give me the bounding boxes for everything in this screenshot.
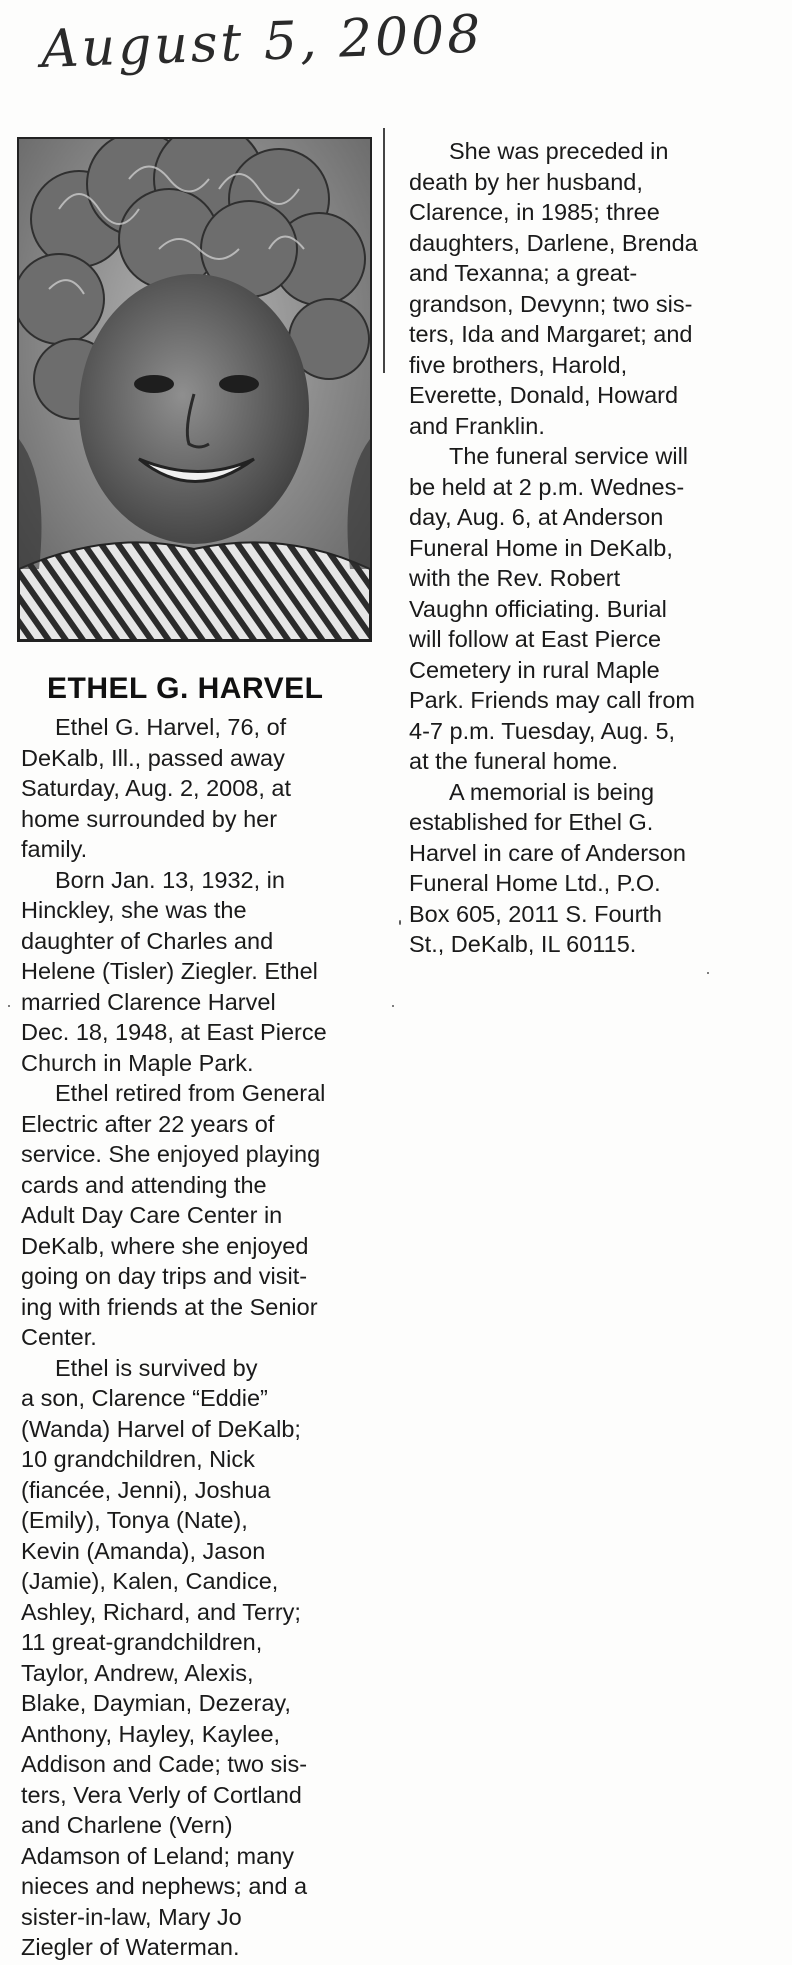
text-line: Electric after 22 years of [21,1110,275,1137]
text-line: and Texanna; a great- [409,260,638,286]
text-line: Born Jan. 13, 1932, in [55,866,285,893]
text-line: 4-7 p.m. Tuesday, Aug. 5, [409,717,676,744]
text-line: Harvel in care of Anderson [409,839,686,866]
obituary-headline: ETHEL G. HARVEL [47,672,324,705]
text-line: DeKalb, where she enjoyed [21,1232,309,1259]
text-line: nieces and nephews; and a [21,1873,308,1899]
text-line: Funeral Home Ltd., P.O. [409,870,661,896]
text-line: Hinckley, she was the [21,897,247,923]
text-line: and Franklin. [409,412,545,439]
text-line: daughters, Darlene, Brenda [409,229,698,256]
text-line: She was preceded in [449,138,669,164]
handwritten-date: August 5, 2008 [40,4,485,80]
text-line: Dec. 18, 1948, at East Pierce [21,1019,327,1045]
text-line: death by her husband, [409,168,643,195]
print-speck [399,920,401,925]
text-line: going on day trips and visit- [21,1263,308,1289]
text-line: Saturday, Aug. 2, 2008, at [21,775,292,801]
text-line: (Jamie), Kalen, Candice, [21,1568,279,1594]
text-line: (Emily), Tonya (Nate), [21,1507,248,1533]
print-speck [392,1005,394,1007]
text-line: married Clarence Harvel [21,988,276,1015]
text-line: cards and attending the [21,1171,267,1198]
text-line: 10 grandchildren, Nick [21,1446,255,1472]
text-line: will follow at East Pierce [409,626,662,652]
text-line: and Charlene (Vern) [21,1812,233,1838]
text-line: day, Aug. 6, at Anderson [409,504,664,530]
text-line: Kevin (Amanda), Jason [21,1537,266,1564]
text-line: Addison and Cade; two sis- [21,1751,308,1777]
text-line: Adult Day Care Center in [21,1202,283,1228]
portrait-photo-icon [19,139,370,640]
text-line: Park. Friends may call from [409,687,695,713]
text-line: DeKalb, Ill., passed away [21,744,285,771]
text-line: home surrounded by her [21,805,278,832]
print-speck [707,972,709,974]
text-line: Helene (Tisler) Ziegler. Ethel [21,958,318,984]
left-text-column [21,712,381,1963]
text-line: be held at 2 p.m. Wednes- [409,473,685,500]
text-line: five brothers, Harold, [409,351,628,378]
text-line: ters, Ida and Margaret; and [409,321,693,347]
text-line: daughter of Charles and [21,927,274,954]
text-line: The funeral service will [449,443,689,469]
text-line: Clarence, in 1985; three [409,199,660,225]
text-line: Ethel G. Harvel, 76, of [55,714,287,740]
right-text-column [409,136,789,960]
text-line: (fiancée, Jenni), Joshua [21,1476,271,1503]
text-line: ing with friends at the Senior [21,1293,318,1320]
text-line: established for Ethel G. [409,809,654,835]
text-line: sister-in-law, Mary Jo [21,1903,242,1930]
text-line: service. She enjoyed playing [21,1141,321,1167]
text-line: Ethel is survived by [55,1354,258,1381]
column-divider [383,128,385,373]
text-line: St., DeKalb, IL 60115. [409,931,637,957]
text-line: Adamson of Leland; many [21,1842,295,1869]
portrait-photo [17,137,372,642]
text-line: (Wanda) Harvel of DeKalb; [21,1415,301,1442]
text-line: Anthony, Hayley, Kaylee, [21,1720,281,1747]
text-line: ters, Vera Verly of Cortland [21,1781,302,1808]
text-line: Taylor, Andrew, Alexis, [21,1659,254,1686]
text-line: family. [21,836,88,862]
text-line: A memorial is being [449,778,655,805]
text-line: 11 great-grandchildren, [21,1629,263,1655]
text-line: Vaughn officiating. Burial [409,595,667,622]
text-line: Ashley, Richard, and Terry; [21,1598,301,1625]
text-line: Everette, Donald, Howard [409,382,679,408]
text-line: grandson, Devynn; two sis- [409,290,693,317]
text-line: Ziegler of Waterman. [21,1934,240,1960]
text-line: Box 605, 2011 S. Fourth [409,900,663,927]
text-line: Funeral Home in DeKalb, [409,534,673,561]
text-line: Ethel retired from General [55,1080,326,1106]
text-line: Center. [21,1324,97,1350]
print-speck [8,1005,10,1007]
text-line: Church in Maple Park. [21,1049,254,1076]
text-line: at the funeral home. [409,748,619,774]
text-line: Blake, Daymian, Dezeray, [21,1690,291,1716]
text-line: a son, Clarence “Eddie” [21,1385,268,1411]
text-line: Cemetery in rural Maple [409,656,660,683]
text-line: with the Rev. Robert [409,565,621,591]
